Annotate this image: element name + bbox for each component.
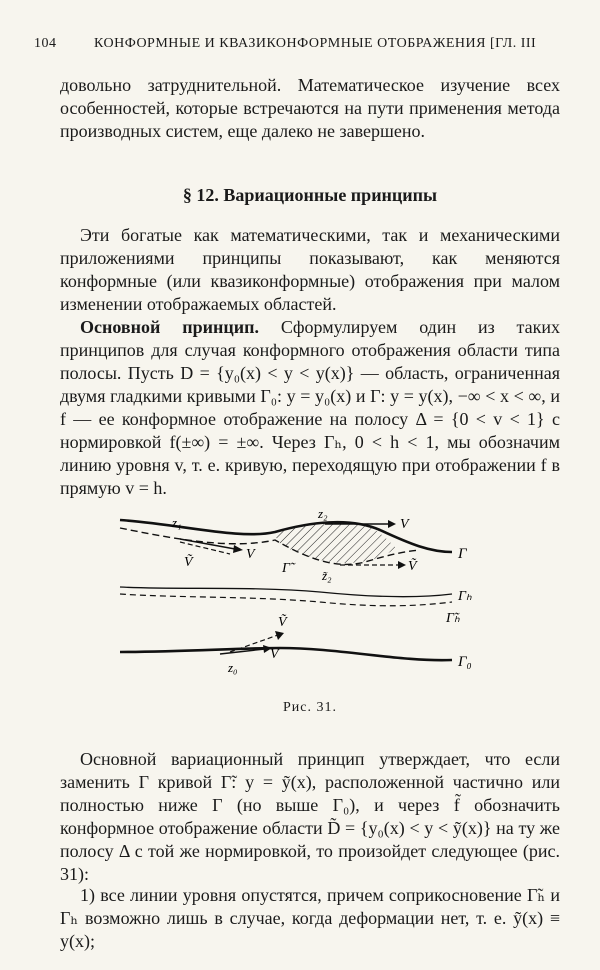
paragraph-4 [60, 884, 560, 953]
label-gamma: Γ [458, 546, 467, 562]
label-v-top: V [400, 517, 409, 532]
page-number: 104 [34, 36, 57, 51]
label-z1: z₁ [172, 515, 182, 530]
paragraph-2-text: Сформулируем один из таких принципов для случая конформного отображения области типа полосы. Пусть D = {y₀(x) < y < y(x)} — область, ограниченная двумя гладкими кривыми Γ₀: y = y₀(x) и Γ: y = y(x), −∞ < x < ∞, и f — ее конформное отображение на полосу Δ = {0 < v < 1} с нормировкой f(±∞) = ±∞. Через Γₕ, 0 < h < 1, мы обозначим линию уровня v, т. е. кривую, переходящую при отображении f в прямую v = h. [60, 317, 560, 498]
curve-gamma-0 [120, 648, 452, 660]
paragraph-3 [60, 748, 560, 886]
arrow-v-mid-head [233, 545, 243, 553]
arrow-vtilde-right-head [398, 561, 406, 569]
paragraph-4-text: 1) все линии уровня опустятся, причем соприкосновение Γ̃ₕ и Γₕ возможно лишь в случае, когда деформации нет, т. е. ỹ(x) ≡ y(x); [60, 885, 560, 951]
label-gamma-h: Γₕ [458, 589, 472, 604]
paragraph-2 [60, 316, 560, 500]
label-gamma-h-tilde: Γ̃ₕ [446, 611, 460, 626]
figure-caption: Рис. 31. [283, 700, 337, 715]
label-vtilde-right: Ṽ [408, 559, 417, 574]
label-v-mid: V [246, 547, 255, 562]
paragraph-2-lead: Основной принцип. [80, 317, 259, 337]
label-vtilde-left: Ṽ [184, 555, 193, 570]
label-gamma-0: Γ₀ [458, 654, 472, 670]
label-z2-bottom: z̃₂ [322, 568, 332, 583]
label-vtilde-bottom: Ṽ [278, 615, 287, 630]
paragraph-1 [60, 224, 560, 316]
paragraph-3-text: Основной вариационный принцип утверждает, что если заменить Γ кривой Γ̃: y = ỹ(x), расположенной частично или полностью ниже Γ (но выше Γ₀), и через f̃ обозначить конформное отображение области D̃ = {y₀(x) < y < ỹ(x)} на ту же полосу Δ с той же нормировкой, то произойдет следующее (рис. 31): [60, 749, 560, 884]
paragraph-1-text: Эти богатые как математическими, так и механическими приложениями принципы показывают, как меняются конформные (или квазиконформные) отображения при малом изменении отображаемых областей. [60, 225, 560, 314]
intro-paragraph [60, 74, 560, 143]
figure-31 [100, 502, 500, 697]
intro-text: довольно затруднительной. Математическое изучение всех особенностей, которые встречаются на пути применения метода производных систем, еще далеко не завершено. [60, 75, 560, 141]
curve-gamma-h-tilde [120, 594, 452, 606]
label-z2-top: z₂ [318, 506, 328, 521]
arrow-v-top-head [388, 520, 396, 528]
label-gamma-tilde: Γ̃ [282, 561, 290, 576]
running-title: КОНФОРМНЫЕ И КВАЗИКОНФОРМНЫЕ ОТОБРАЖЕНИЯ [ГЛ. III [94, 36, 537, 51]
label-v-bottom: V [270, 647, 279, 662]
label-z0: z₀ [228, 660, 238, 675]
section-title: § 12. Вариационные принципы [182, 185, 438, 205]
curve-gamma-h [120, 587, 452, 597]
